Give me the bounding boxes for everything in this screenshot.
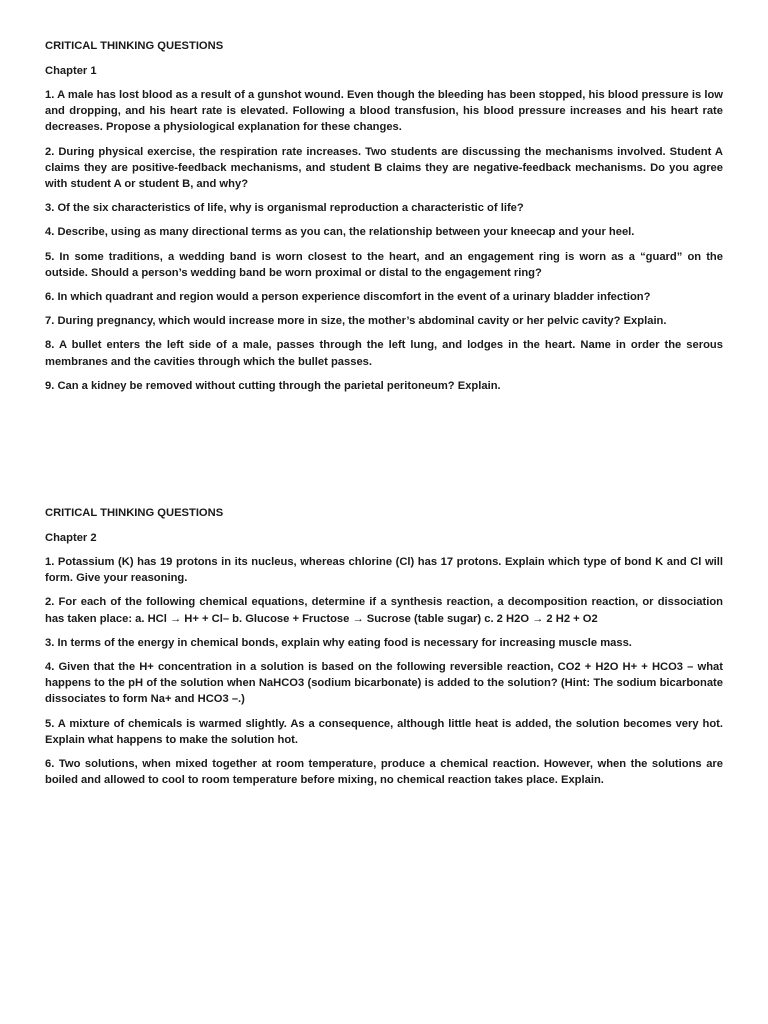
section-heading: CRITICAL THINKING QUESTIONS [45, 40, 224, 52]
question-item: 5. In some traditions, a wedding band is worn closest to the heart, and an engagement ring is worn as a “guard” on the outside. Should a person’s wedding band be worn proximal or distal to the engagement ring? [45, 250, 723, 279]
question-item: 3. Of the six characteristics of life, why is organismal reproduction a characteristic of life? [45, 202, 524, 215]
question-item: 4. Describe, using as many directional terms as you can, the relationship between your kneecap and your heel. [45, 226, 635, 239]
question-item: 1. Potassium (K) has 19 protons in its nucleus, whereas chlorine (Cl) has 17 protons. Explain which type of bond K and Cl will form. Give your reasoning. [45, 556, 723, 585]
document-page [45, 38, 723, 796]
question-item: 1. A male has lost blood as a result of a gunshot wound. Even though the bleeding has been stopped, his blood pressure is low and dropping, and his heart rate is elevated. Following a blood transfusion, his blood pressure increases and his heart rate decreases. Propose a physiological explanation for these changes. [45, 89, 723, 134]
question-item: 2. During physical exercise, the respiration rate increases. Two students are discussing the mechanisms involved. Student A claims they are positive-feedback mechanisms, and student B claims they are negative-feedback mechanisms. Do you agree with student A or student B, and why? [45, 145, 723, 191]
question-item: 9. Can a kidney be removed without cutting through the parietal peritoneum? Explain. [45, 379, 501, 392]
question-item: 5. A mixture of chemicals is warmed slightly. As a consequence, although little heat is added, the solution becomes very hot. Explain what happens to make the solution hot. [45, 717, 723, 746]
chapter-2-section [45, 505, 723, 788]
question-item: 6. Two solutions, when mixed together at room temperature, produce a chemical reaction. However, when the solutions are boiled and allowed to cool to room temperature before mixing, no chemical reaction takes place. Explain. [45, 758, 723, 787]
question-item: 6. In which quadrant and region would a person experience discomfort in the event of a urinary bladder infection? [45, 291, 651, 304]
question-item: 4. Given that the H+ concentration in a solution is based on the following reversible reaction, CO2 + H2O H+ + HCO3 – what happens to the pH of the solution when NaHCO3 (sodium bicarbonate) is added to the solution? (Hint: The sodium bicarbonate dissociates to form Na+ and HCO3 –.) [45, 661, 723, 706]
chapter-title: Chapter 2 [45, 532, 97, 545]
question-item: 7. During pregnancy, which would increase more in size, the mother’s abdominal cavity or her pelvic cavity? Explain. [45, 315, 667, 328]
question-item: 2. For each of the following chemical equations, determine if a synthesis reaction, a decomposition reaction, or dissociation has taken place: a. HCl → H+ + Cl– b. Glucose + Fructose → Sucrose (table sugar) c. 2 H2O → 2 H2 + O2 [45, 596, 723, 625]
section-heading: CRITICAL THINKING QUESTIONS [45, 507, 224, 520]
chapter-1-section [45, 38, 723, 394]
question-item: 3. In terms of the energy in chemical bonds, explain why eating food is necessary for increasing muscle mass. [45, 636, 632, 649]
chapter-title: Chapter 1 [45, 65, 97, 77]
question-item: 8. A bullet enters the left side of a male, passes through the left lung, and lodges in the heart. Name in order the serous membranes and the cavities through which the bullet passes. [45, 339, 723, 368]
